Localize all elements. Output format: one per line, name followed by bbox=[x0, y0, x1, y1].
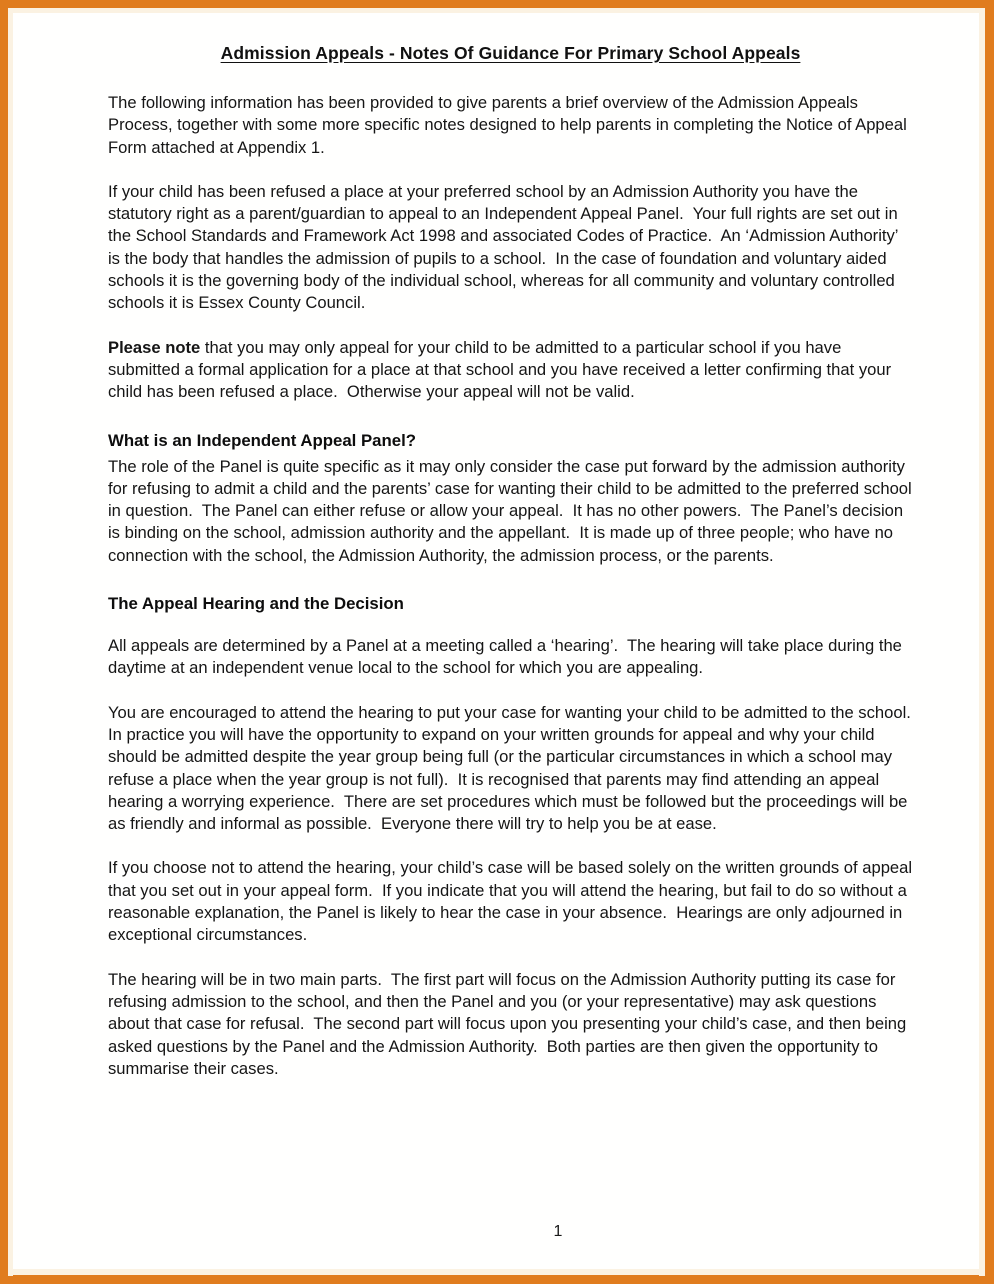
document-body bbox=[108, 43, 921, 1240]
page-border-right bbox=[985, 0, 994, 1284]
please-note-text: that you may only appeal for your child to be admitted to a particular school if you have submitted a formal application for a place at that school and you have received a letter confirming that your child has been refused a place. Otherwise your appeal will not be valid. bbox=[108, 337, 896, 402]
page-border-top bbox=[0, 0, 994, 8]
heading-appeal-hearing-decision: The Appeal Hearing and the Decision bbox=[108, 594, 404, 614]
page-title: Admission Appeals - Notes Of Guidance For Primary School Appeals bbox=[220, 43, 801, 63]
paragraph-two-main-parts: The hearing will be in two main parts. The first part will focus on the Admission Authority putting its case for refusing admission to the school, and then the Panel and you (or your representative) may ask questions about that case for refusal. The second part will focus upon you presenting your child’s case, and then being asked questions by the Panel and the Admission Authority. Both parties are then given the opportunity to summarise their cases. bbox=[108, 969, 911, 1078]
paper-sheet bbox=[13, 13, 979, 1269]
paragraph-statutory-right: If your child has been refused a place at your preferred school by an Admission Authority you have the statutory right as a parent/guardian to appeal to an Independent Appeal Panel. Your full rights are set out in the School Standards and Framework Act 1998 and associated Codes of Practice. An ‘Admission Authority’ is the body that handles the admission of pupils to a school. In the case of foundation and voluntary aided schools it is the governing body of the individual school, whereas for all community and voluntary controlled schools it is Essex County Council. bbox=[108, 181, 903, 313]
heading-independent-appeal-panel: What is an Independent Appeal Panel? bbox=[108, 430, 417, 450]
page-border-left bbox=[0, 0, 8, 1284]
page-border-inner-bottom bbox=[8, 1269, 985, 1275]
paragraph-all-appeals: All appeals are determined by a Panel at a meeting called a ‘hearing’. The hearing will take place during the daytime at an independent venue local to the school for which you are appealing. bbox=[108, 636, 907, 678]
page-border-bottom bbox=[0, 1275, 994, 1284]
paragraph-intro: The following information has been provided to give parents a brief overview of the Admission Appeals Process, together with some more specific notes designed to help parents in completing the Notice of Appeal Form attached at Appendix 1. bbox=[108, 93, 912, 157]
paragraph-please-note bbox=[108, 337, 913, 404]
page-border-inner-right bbox=[979, 8, 985, 1276]
paragraph-choose-not-to-attend: If you choose not to attend the hearing, your child’s case will be based solely on the written grounds of appeal that you set out in your appeal form. If you indicate that you will attend the hearing, but fail to do so without a reasonable explanation, the Panel is likely to hear the case in your absence. Hearings are only adjourned in exceptional circumstances. bbox=[108, 858, 917, 945]
please-note-emphasis: Please note bbox=[108, 337, 201, 357]
paragraph-panel-role: The role of the Panel is quite specific as it may only consider the case put forward by the admission authority for refusing to admit a child and the parents’ case for wanting their child to be admitted to the preferred school in question. The Panel can either refuse or allow your appeal. It has no other powers. The Panel’s decision is binding on the school, admission authority and the appellant. It is made up of three people; who have no connection with the school, the Admission Authority, the admission process, or the parents. bbox=[108, 456, 917, 565]
paragraph-encouraged-to-attend: You are encouraged to attend the hearing to put your case for wanting your child to be admitted to the school. In practice you will have the opportunity to expand on your written grounds for appeal and why your child should be admitted despite the year group being full (or the particular circumstances in which a school may refuse a place when the year group is not full). It is recognised that parents may find attending an appeal hearing a worrying experience. There are set procedures which must be followed but the proceedings will be as friendly and informal as possible. Everyone there will try to help you be at ease. bbox=[108, 702, 921, 834]
page-number: 1 bbox=[553, 1223, 563, 1240]
